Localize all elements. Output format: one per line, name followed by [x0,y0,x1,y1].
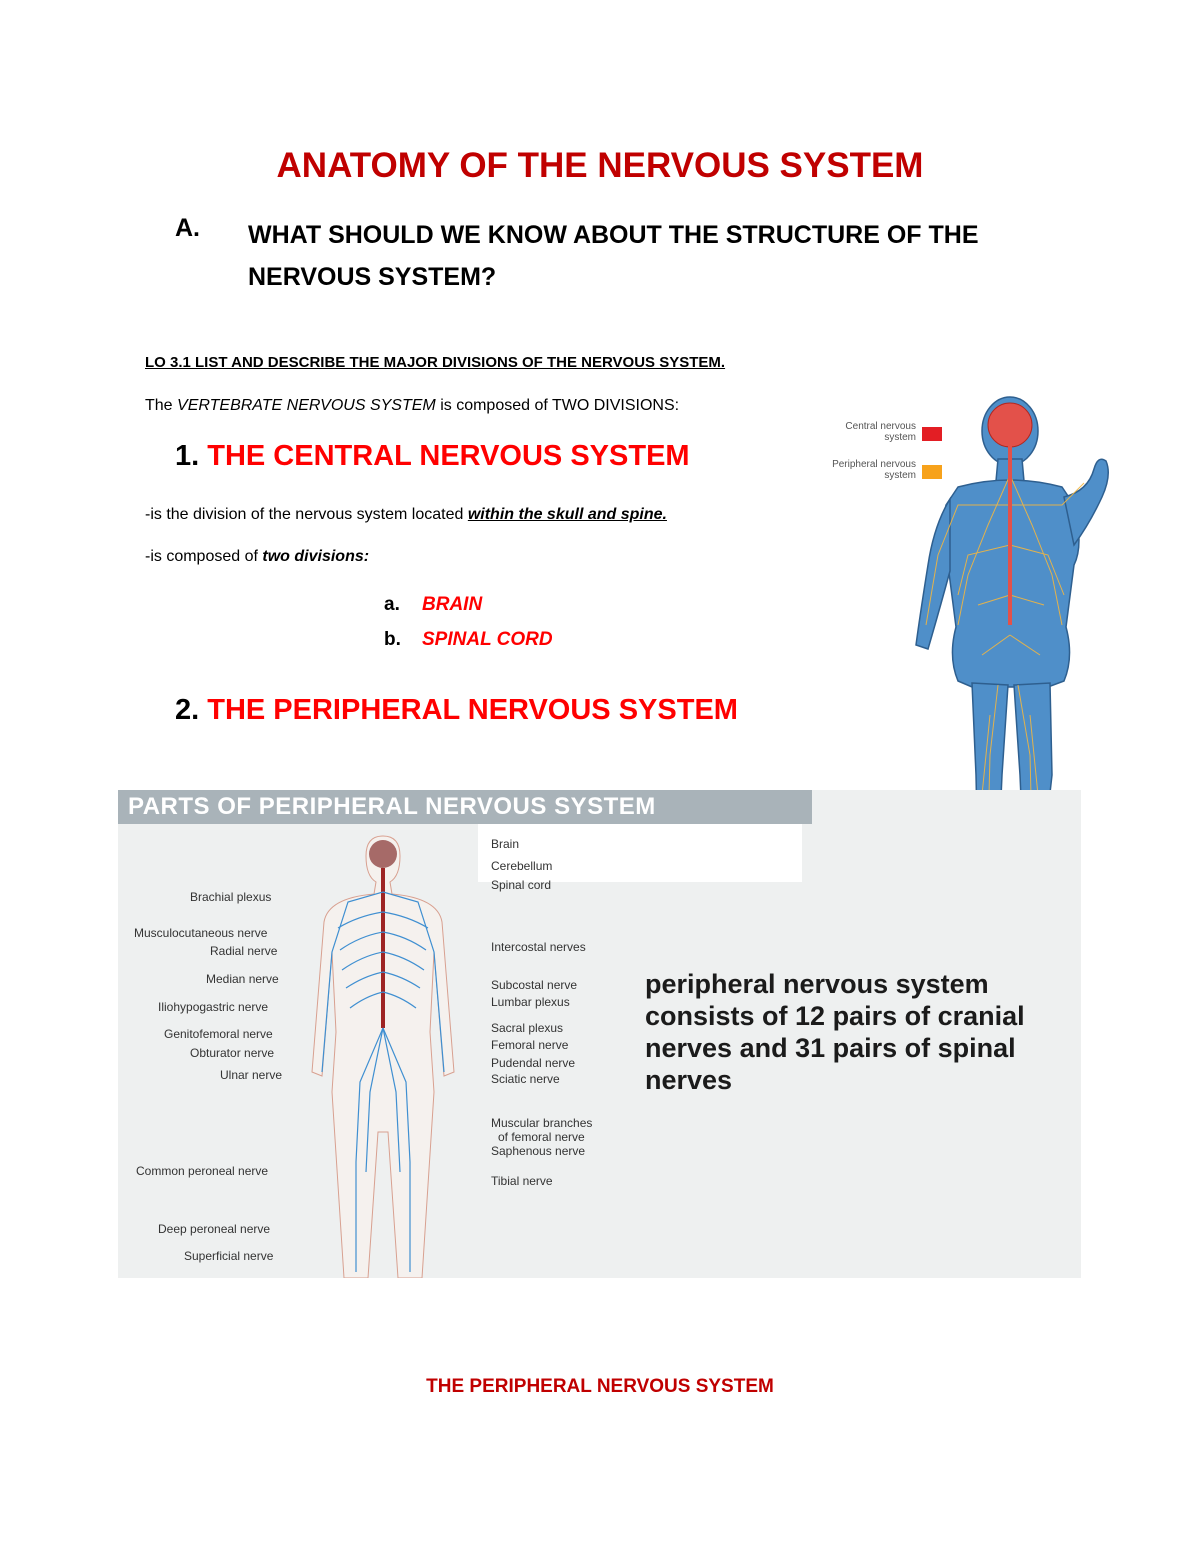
legend-text: Central nervous [845,421,916,432]
list-marker: a. [384,594,400,615]
cns-line-1-emphasis: within the skull and spine. [467,506,667,523]
intro-emphasis: VERTEBRATE NERVOUS SYSTEM [177,397,436,414]
nerve-label: Genitofemoral nerve [164,1027,273,1041]
question-text [248,214,1068,298]
intro-sentence [145,397,679,415]
cns-line-2-emphasis: two divisions: [262,548,370,565]
cns-heading [175,440,690,473]
list-label: BRAIN [422,594,483,615]
page-title: ANATOMY OF THE NERVOUS SYSTEM [276,146,924,185]
question-line-1: WHAT SHOULD WE KNOW ABOUT THE STRUCTURE OF THE [248,221,979,249]
nerve-label: Cerebellum [491,859,553,873]
fact-line: nerves [645,1065,733,1095]
nerve-label: Common peroneal nerve [136,1164,269,1178]
footer-caption: THE PERIPHERAL NERVOUS SYSTEM [426,1376,774,1397]
nerve-label: Radial nerve [210,944,278,958]
nerve-label: Pudendal nerve [491,1056,576,1070]
question-line-2: NERVOUS SYSTEM? [248,263,497,291]
cns-line-2-text: -is composed of [145,548,263,565]
nerve-label: Ulnar nerve [220,1068,283,1082]
nerve-label: Lumbar plexus [491,995,570,1009]
pns-number: 2. [175,694,200,726]
nerve-label: Median nerve [206,972,279,986]
nerve-label: Sciatic nerve [491,1072,560,1086]
nerve-label: Femoral nerve [491,1038,569,1052]
legend-text: system [884,470,916,481]
nerve-label: Subcostal nerve [491,978,578,992]
cns-title: THE CENTRAL NERVOUS SYSTEM [207,440,690,472]
nerve-label: Sacral plexus [491,1021,564,1035]
cns-line-2 [145,548,369,566]
nerve-label: Brain [491,837,520,851]
pns-title: THE PERIPHERAL NERVOUS SYSTEM [207,694,738,726]
cns-item-spinal-cord [384,629,553,651]
intro-suffix: is composed of TWO DIVISIONS: [435,397,680,414]
legend-text: Peripheral nervous [832,459,916,470]
fact-line: peripheral nervous system [645,969,989,999]
figure-banner: PARTS OF PERIPHERAL NERVOUS SYSTEM [118,790,812,824]
nerve-label: Saphenous nerve [491,1144,586,1158]
cns-item-brain [384,594,482,616]
nerve-label: Tibial nerve [491,1174,553,1188]
list-marker: b. [384,629,401,650]
nerve-label: Musculocutaneous nerve [134,926,268,940]
nerve-diagram-illustration [308,832,458,1278]
nerve-label: Brachial plexus [190,890,272,904]
question-letter: A. [175,214,200,242]
nerve-label: Spinal cord [491,878,552,892]
learning-objective: LO 3.1 LIST AND DESCRIBE THE MAJOR DIVISIONS OF THE NERVOUS SYSTEM. [145,354,726,371]
nerve-label: Muscular branches [491,1116,593,1130]
cns-line-1-text: -is the division of the nervous system located [145,506,468,523]
fact-line: nerves and 31 pairs of spinal [645,1033,1016,1063]
cns-number: 1. [175,440,200,472]
pns-fact-text [645,968,1085,1096]
nerve-label: Obturator nerve [190,1046,275,1060]
nerve-label: of femoral nerve [498,1130,585,1144]
legend-text: system [884,432,916,443]
list-label: SPINAL CORD [422,629,553,650]
intro-prefix: The [145,397,178,414]
fact-line: consists of 12 pairs of cranial [645,1001,1025,1031]
pns-heading [175,694,738,727]
cns-line-1 [145,506,667,524]
nerve-label: Iliohypogastric nerve [158,1000,269,1014]
nerve-label: Intercostal nerves [491,940,586,954]
pns-parts-figure [118,790,1081,1278]
nerve-label: Deep peroneal nerve [158,1222,271,1236]
nerve-label: Superficial nerve [184,1249,274,1263]
